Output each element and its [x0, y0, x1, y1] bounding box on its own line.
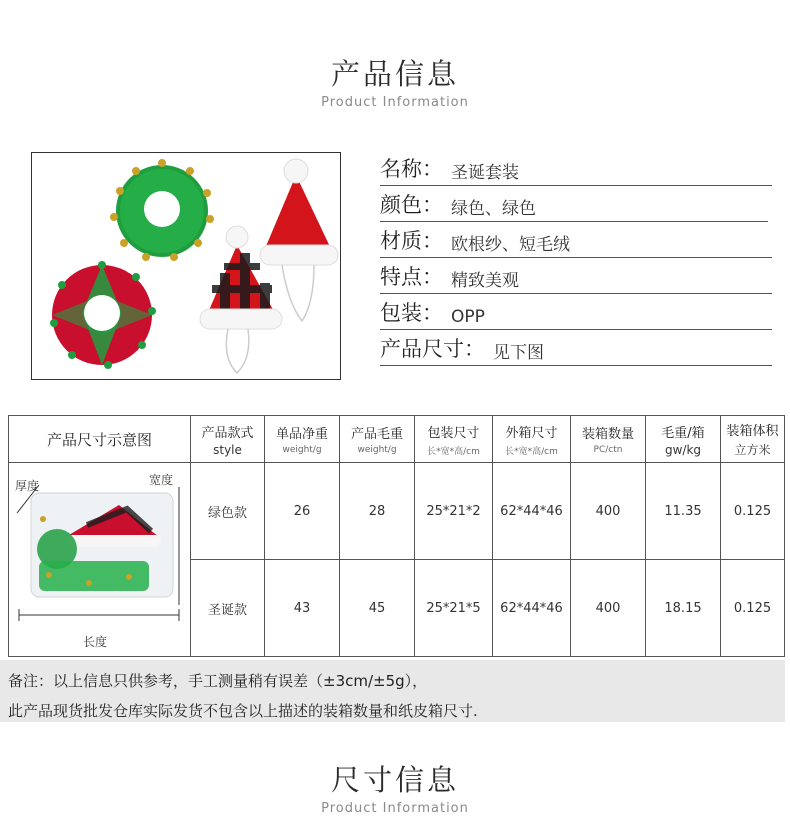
product-photo — [31, 152, 341, 380]
cell-carton-size: 62*44*46 — [493, 560, 571, 657]
cell-net-weight: 26 — [265, 463, 340, 560]
cell-carton-size: 62*44*46 — [493, 463, 571, 560]
note-line-1: 备注：以上信息只供参考，手工测量稍有误差（±3cm/±5g）， — [8, 672, 428, 690]
cell-gross-per-carton: 11.35 — [646, 463, 721, 560]
info-row-package — [380, 294, 772, 330]
header-main: 毛重/箱 — [661, 425, 705, 441]
diagram-label-width: 宽度 — [149, 472, 174, 487]
cell-gross-weight: 45 — [340, 560, 415, 657]
info-value: OPP — [451, 307, 485, 327]
header-main: 产品毛重 — [350, 427, 403, 442]
header-main: 单品净重 — [275, 427, 328, 442]
cell-gross-per-carton: 18.15 — [646, 560, 721, 657]
info-key: 名称： — [380, 157, 443, 181]
info-value: 精致美观 — [451, 271, 519, 291]
cell-carton-volume: 0.125 — [721, 560, 785, 657]
section-title-en: Product Information — [321, 801, 469, 816]
header-package-size — [415, 416, 493, 463]
header-sub: 长*宽*高/cm — [427, 446, 480, 457]
header-net-weight — [265, 416, 340, 463]
info-key: 颜色： — [380, 193, 443, 217]
header-sub: weight/g — [282, 445, 322, 455]
info-row-color — [380, 186, 768, 222]
info-key: 材质： — [380, 229, 443, 253]
spec-table — [8, 415, 785, 657]
header-sub: 立方米 — [734, 443, 771, 457]
note-line-2: 此产品现货批发仓库实际发货不包含以上描述的装箱数量和纸皮箱尺寸. — [8, 702, 478, 720]
cell-gross-weight: 28 — [340, 463, 415, 560]
cell-style: 绿色款 — [191, 463, 265, 560]
header-style — [191, 416, 265, 463]
cell-carton-qty: 400 — [571, 560, 646, 657]
info-key: 产品尺寸： — [380, 337, 485, 361]
red-santa-hat — [260, 159, 338, 321]
header-sub: 长*宽*高/cm — [505, 446, 558, 457]
section-title-product-info — [0, 52, 790, 110]
header-main: 包装尺寸 — [427, 425, 480, 441]
info-value: 欧根纱、短毛绒 — [451, 235, 570, 255]
info-key: 包装： — [380, 301, 443, 325]
red-green-tutu-collar — [50, 261, 156, 369]
green-tutu-collar — [110, 159, 214, 261]
header-sub: PC/ctn — [593, 445, 623, 455]
header-main: 装箱数量 — [581, 427, 634, 442]
header-main: 产品款式 — [201, 425, 254, 441]
info-value: 见下图 — [493, 343, 544, 363]
size-diagram — [9, 465, 189, 655]
header-gross-per-carton — [646, 416, 721, 463]
info-row-material — [380, 222, 772, 258]
product-info-list — [380, 150, 772, 366]
info-row-feature — [380, 258, 772, 294]
notes-box — [0, 660, 785, 722]
cell-net-weight: 43 — [265, 560, 340, 657]
info-row-name — [380, 150, 772, 186]
header-carton-volume — [721, 416, 785, 463]
cell-style: 圣诞款 — [191, 560, 265, 657]
section-title-size-info — [0, 758, 790, 816]
size-diagram-cell — [9, 463, 191, 657]
cell-carton-qty: 400 — [571, 463, 646, 560]
header-sub: style — [213, 442, 242, 457]
info-row-size — [380, 330, 772, 366]
header-carton-size — [493, 416, 571, 463]
section-title-zh: 产品信息 — [330, 57, 459, 91]
cell-carton-volume: 0.125 — [721, 463, 785, 560]
info-value: 绿色、绿色 — [451, 199, 536, 219]
section-title-zh: 尺寸信息 — [330, 763, 459, 797]
section-title-en: Product Information — [321, 95, 469, 110]
cell-package-size: 25*21*2 — [415, 463, 493, 560]
diagram-label-thickness: 厚度 — [15, 478, 40, 493]
package-illustration — [9, 465, 189, 655]
cell-package-size: 25*21*5 — [415, 560, 493, 657]
diagram-label-length: 长度 — [83, 634, 108, 649]
diagram-header: 产品尺寸示意图 — [9, 416, 191, 463]
header-gross-weight — [340, 416, 415, 463]
info-key: 特点： — [380, 265, 443, 289]
table-row — [9, 463, 785, 560]
product-photo-illustration — [32, 153, 340, 379]
header-sub: gw/kg — [664, 442, 702, 457]
header-sub: weight/g — [357, 445, 397, 455]
info-value: 圣诞套装 — [451, 163, 519, 183]
spec-header-row — [9, 416, 785, 463]
header-main: 外箱尺寸 — [505, 425, 558, 441]
header-carton-qty — [571, 416, 646, 463]
header-main: 装箱体积 — [726, 424, 779, 439]
